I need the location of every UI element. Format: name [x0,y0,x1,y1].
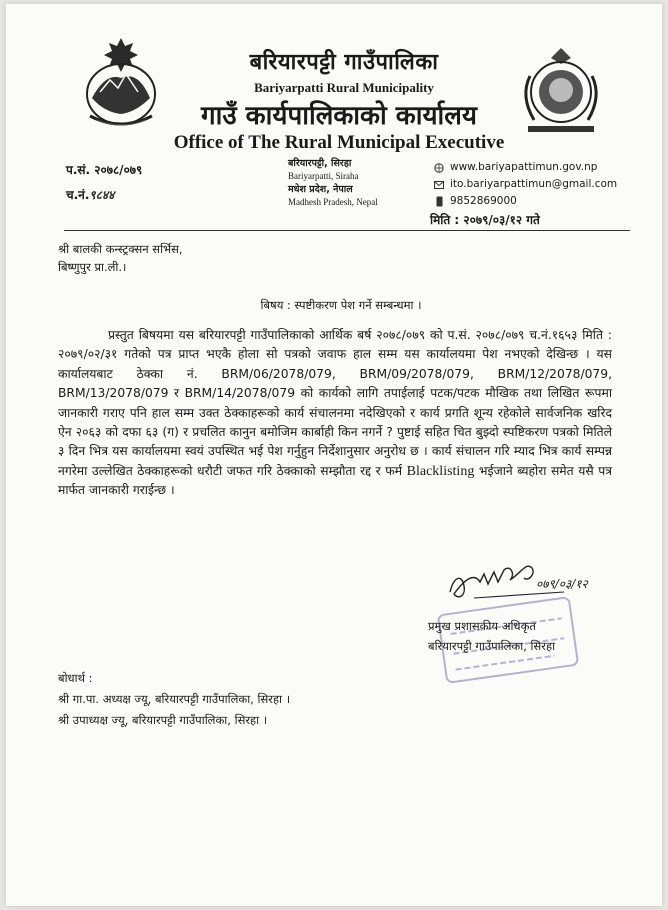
province-np: मधेश प्रदेश, नेपाल [288,184,353,195]
letter-page [6,4,662,906]
cc-item-2: श्री उपाध्यक्ष ज्यू, बरियारपट्टी गाउँपालिका, सिरहा । [58,713,268,727]
recipient-line-2: बिष्णुपुर प्रा.ली.। [58,260,127,274]
letter-body [58,326,612,501]
office-name-np: गाउँ कार्यपालिकाको कार्यालय [201,101,477,131]
contact-info [434,159,617,210]
phone-icon [434,197,444,207]
cc-item-1: श्री गा.पा. अध्यक्ष ज्यू, बरियारपट्टी गाउँपालिका, सिरहा । [58,692,291,706]
dispatch-value: ९८४४ [89,188,115,202]
cc-label: बोधार्थ : [58,671,93,685]
recipient-block [58,240,183,276]
phone-text: 9852869000 [450,195,517,207]
address-np: बरियारपट्टी, सिरहा [288,158,352,169]
office-address [288,157,378,209]
date-value: २०७९/०३/१२ गते [463,213,540,227]
cc-block [58,668,290,731]
date-label: मिति : [430,213,460,227]
signature-date: ०७९/०३/१२ [536,577,588,591]
municipality-name-en: Bariyarpatti Rural Municipality [254,80,434,95]
subject-line: बिषय : स्पष्टीकरण पेश गर्ने सम्बन्धमा । [260,298,422,312]
signatory-block [428,616,555,656]
address-en: Bariyarpatti, Siraha [288,171,359,181]
email-text: ito.bariyarpattimun@gmail.com [450,178,618,190]
body-blacklisting: Blacklisting [406,463,475,479]
header-divider [64,230,630,231]
globe-icon [434,163,444,173]
reference-number: प.सं. २०७८/०७९ [66,163,143,177]
office-name-en: Office of The Rural Municipal Executive [173,132,505,153]
province-en: Madhesh Pradesh, Nepal [288,197,378,207]
letter-date [430,211,540,228]
signatory-title: प्रमुख प्रशासकीय अधिकृत [428,619,536,633]
email-icon [434,180,444,190]
body-part-2: भईजाने ब्यहोरा समेत यसै पत्र मार्फत जानकारी गराईन्छ । [58,463,612,498]
dispatch-label: च.नं. [66,188,90,202]
signatory-office: बरियारपट्टी गाउँपालिका, सिरहा [428,639,556,653]
municipality-name-np: बरियारपट्टी गाउँपालिका [249,49,439,75]
website-text: www.bariyapattimun.gov.np [450,161,598,173]
body-part-1: प्रस्तुत बिषयमा यस बरियारपट्टी गाउँपालिकाको आर्थिक बर्ष २०७८/०७९ को प.सं. २०७८/०७९ च.नं.१६५३ मिति : २०७९/०२/३१ गतेको पत्र प्राप्त भएकै होला सो पत्रको जवाफ हाल सम्म यस कार्यालयमा पेश नभएको देखिन्छ । यस कार्यालयबाट ठेक्का नं. BRM/06/2078/079, BRM/09/2078/079, BRM/12/2078/079, BRM/13/2078/079 र BRM/14/2078/079 को कार्यको लागि तपाईलाई पटक/पटक मौखिक तथा लिखित रूपमा जानकारी गराए पनि हाल सम्म उक्त ठेक्काहरूको कार्य संचालनमा नदेखिएको र कार्य प्रगति शून्य रहेकोले सार्वजनिक खरिद ऐन २०६३ को दफा ६३ (ग) र प्रचलित कानुन बमोजिम कार्बाही किन नगर्ने ? पुष्टाई सहित चित बुझ्दो स्पष्टिकरण पत्रको मितिले ३ दिन भित्र यस कार्यालयमा स्वयं उपस्थित भई पेश गर्नुहुन निर्देशानुसार अनुरोध छ । कार्य संचालन गरि म्याद भित्र कार्य सम्पन्न नगरेमा उल्लेखित ठेक्काहरूको धरौटी जफत गरि ठेक्काको सम्झौता रद्द र फर्म [58,328,612,478]
recipient-line-1: श्री बालकी कन्स्ट्रक्सन सर्भिस, [58,242,183,256]
dispatch-number [66,186,114,203]
